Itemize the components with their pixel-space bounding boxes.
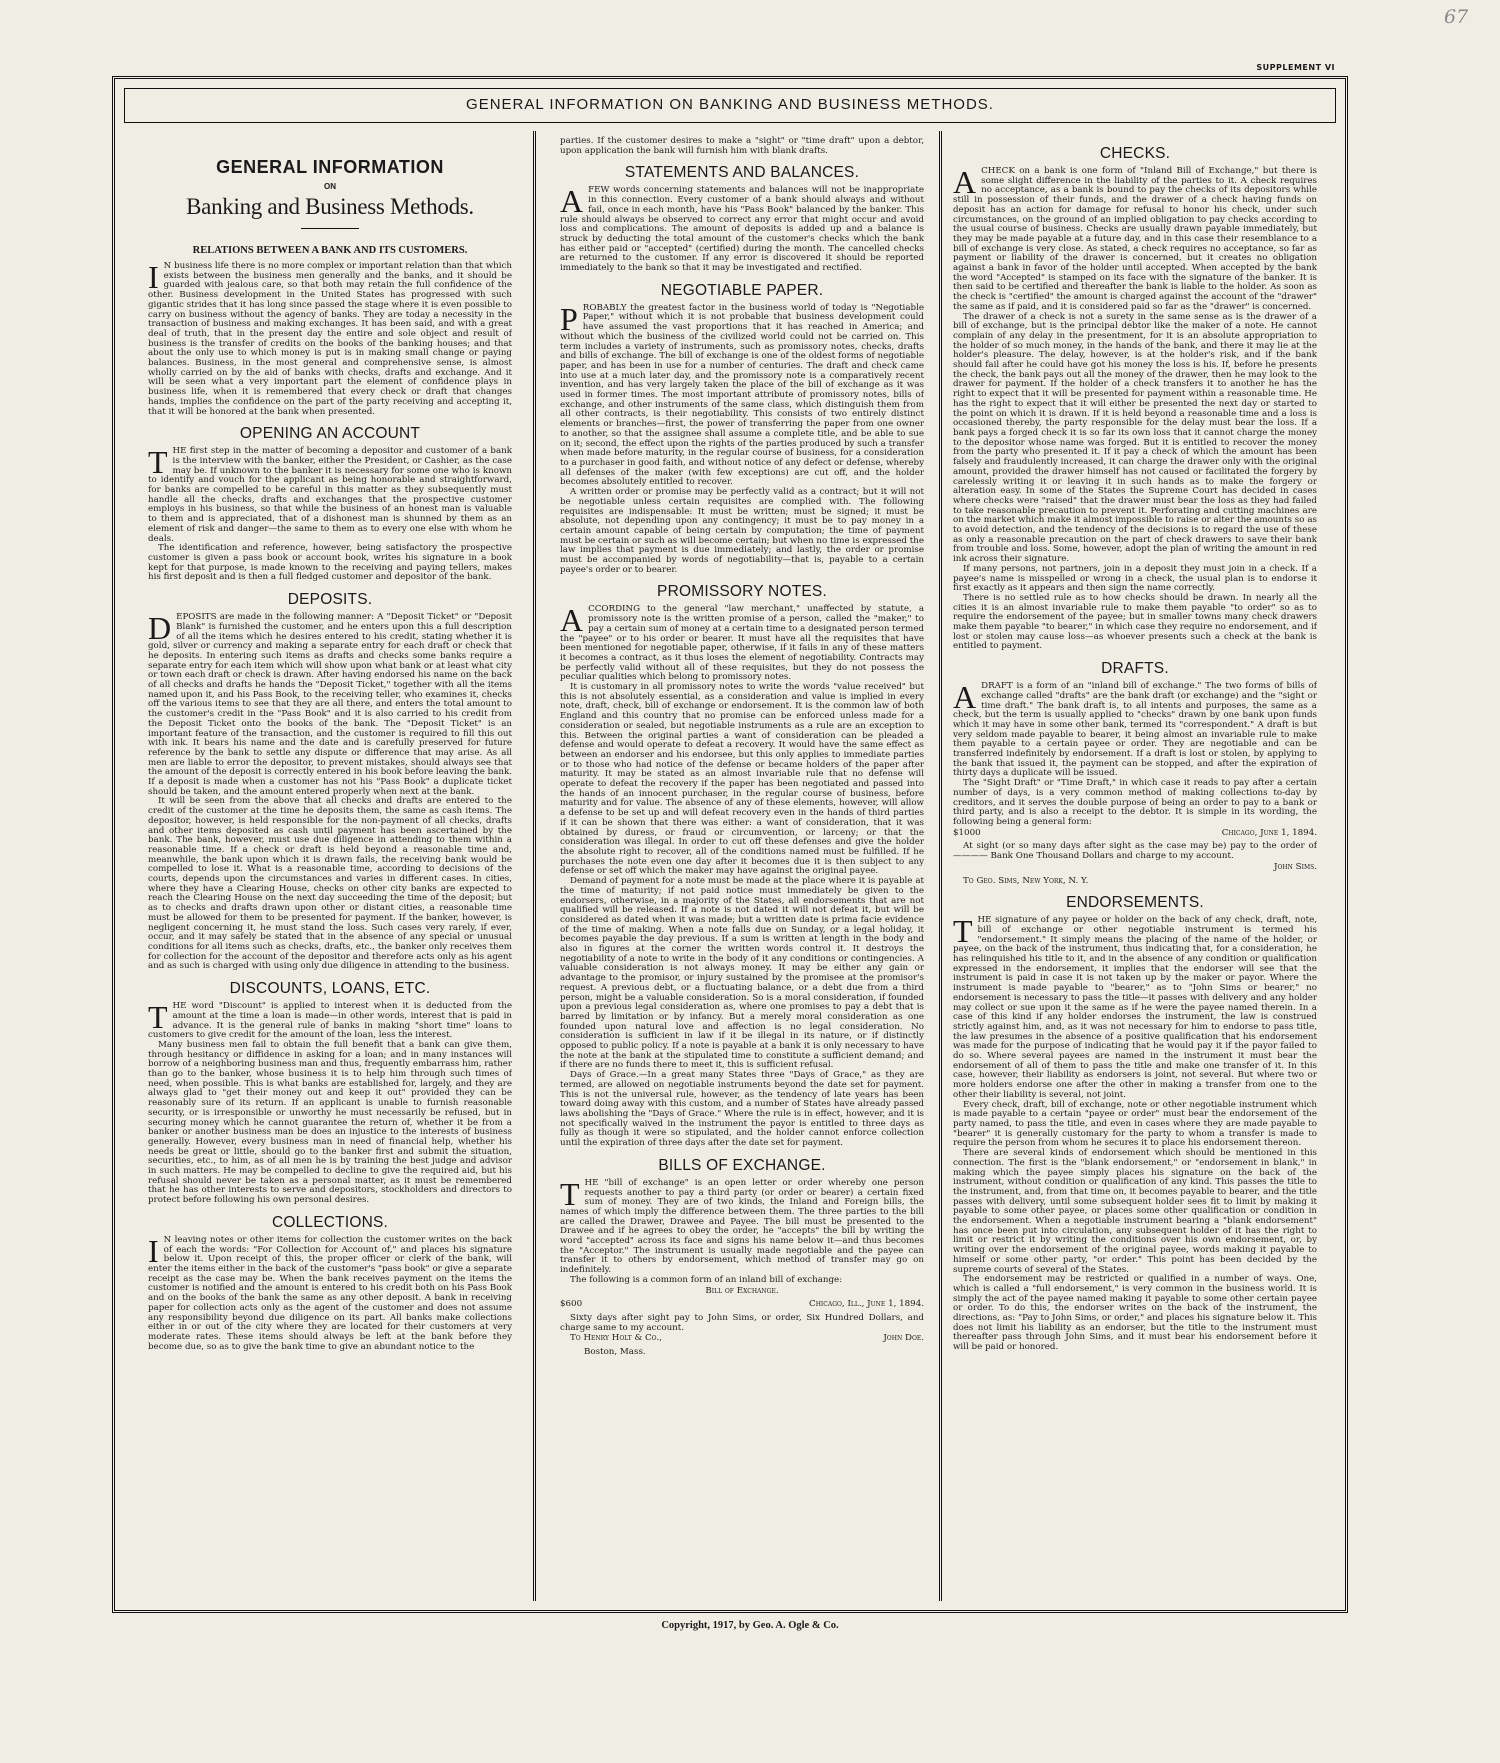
form-title: Bill of Exchange. <box>705 1285 779 1296</box>
section-promissory-notes <box>560 583 924 1148</box>
continued-text: parties. If the customer desires to make a "sight" or "time draft" upon a debtor, upon application the bank will furnish him with blank drafts. <box>560 136 924 156</box>
section-endorsements <box>953 894 1317 1353</box>
drop-cap: I <box>148 1232 159 1269</box>
section-body: There is no settled rule as to how checks should be drawn. In nearly all the cities it is an almost invariable rule to make them payable "to order" so as to require the endorsement of the payee; but in smaller towns many check drawers make them payable "to bearer," in which case they require no endorsement, and if lost or stolen may cause loss—as whoever presents such a check at the bank is entitled to payment. <box>953 592 1317 652</box>
section-body: THE signature of any payee or holder on the back of any check, draft, note, bill of exchange or other negotiable instrument is termed his "endorsement." It simply means the placing of the name of the holder, or payee, on the back of the instrument, thus indicating that, for a consideration, he has relinquished his title to it, and in the absence of any condition or qualification expressed in the endorsement, it implies that the endorser will see that the instrument is paid in case it is not taken up by the maker or payor. Where the instrument is made payable to "bearer," as to "John Sims or bearer," no endorsement is necessary to pass the title—it passes with delivery and any holder may collect or sue upon it the same as if he were the payee named therein. In a case of this kind if any holder endorses the instrument, the law is construed strictly against him, and, as it was not necessary for him to endorse to pass title, the law presumes in the absence of a positive qualification that his endorsement was made for the purpose of indicating that he would pay it if the payor failed to do so. Where several payees are named in the instrument it must bear the endorsement of all of them to pass the title and make one transfer of it. In this case, however, their liability as endorsers is joint, not several. But where two or more holders endorse one after the other in making a transfer from one to the other their liability is several, not joint. <box>953 913 1317 1100</box>
form-body: At sight (or so many days after sight as the case may be) pay to the order of ———— Bank One Thousand Dollars and charge to my account. <box>953 841 1317 862</box>
section-heading: DISCOUNTS, LOANS, ETC. <box>229 980 431 998</box>
column-divider <box>533 131 536 1601</box>
section-body: The endorsement may be restricted or qualified in a number of ways. One, which is called a "full endorsement," is very common in the business world. It is simply the act of the payee named making it payable to some other certain payee or order. To do this, the endorser writes on the back of the instrument, the directions, as: "Pay to John Sims, or order," and places his signature below it. This does not limit his liability as an endorser, but the title to the instrument must thereafter pass through John Sims, and it must bear his endorsement before it will be paid or honored. <box>953 1274 1317 1353</box>
section-body: I N leaving notes or other items for collection the customer writes on the back of each the words: "For Collection for Account of," and places his signature below it. Upon receipt of this, the proper officer or clerk of the bank, will enter the items either in the back of the customer's "pass book" or give a separate receipt as the case may be. When the bank receives payment on the items the customer is notified and the amount is entered to his credit both on his Pass Book and on the books of the bank the same as any other deposit. A bank in receiving paper for collection acts only as the agent of the customer and does not assume any responsibility beyond due diligence on its part. All banks make collections either in or out of the city where they are located for their customers at very moderate rates. These items should always be left at the bank before they become due, so as to give the bank time to give an abundant notice to the <box>148 1232 512 1352</box>
section-opening-account <box>148 425 512 583</box>
section-body: The identification and reference, however, being satisfactory the prospective customer is given a pass book or account book, writes his signature in a book kept for that purpose, is made known to the receiving and paying tellers, makes his first deposit and is then a full fledged customer and depositor of the bank. <box>148 543 512 583</box>
title-divider <box>301 228 359 229</box>
form-to: To Geo. Sims, New York, N. Y. <box>963 875 1089 886</box>
section-body: THE word "Discount" is applied to interest when it is deducted from the amount at the time a loan is made—in other words, interest that is paid in advance. It is the general rule of banks in making "short time" loans to customers to give credit for the amount of the loan, less the interest. <box>148 999 512 1041</box>
section-heading: COLLECTIONS. <box>271 1213 389 1231</box>
section-relations <box>148 245 512 417</box>
drop-cap: A <box>953 164 977 200</box>
section-collections <box>148 1214 512 1352</box>
section-heading: DRAFTS. <box>1101 660 1169 678</box>
drop-cap: T <box>560 1175 580 1212</box>
form-city: Boston, Mass. <box>584 1347 646 1358</box>
form-header <box>953 829 1317 839</box>
section-body: THE "bill of exchange" is an open letter or order whereby one person requests another to pay a third party (or order or bearer) a certain fixed sum of money. They are of two kinds, the Inland and Foreign bills, the names of which imply the difference between them. The three parties to the bill are called the Drawer, Drawee and Payee. The bill must be presented to the Drawee and if he agrees to obey the order, he "accepts" the bill by writing the word "accepted" across its face and signs his name below it—and thus becomes the "Acceptor." The instrument is usually made negotiable and the payee can transfer it to others by endorsement, which method of transfer may go on indefinitely. <box>560 1175 924 1276</box>
section-body: ADRAFT is a form of an "inland bill of exchange." The two forms of bills of exchange called "drafts" are the bank draft (or exchange) and the "sight or time draft." The bank draft is, to all intents and purposes, the same as a check, but the term is usually applied to "checks" drawn by one bank upon funds which it may have in some other bank, termed its "correspondent." A draft is but very seldom made payable to bearer, it being almost an invariable rule to make them payable to a certain payee or order. They are negotiable and can be transferred indefinitely by endorsement. If a draft is lost or stolen, by applying to the bank that issued it, the payment can be stopped, and after the expiration of thirty days a duplicate will be issued. <box>953 679 1317 779</box>
form-signer: John Doe. <box>883 1333 924 1344</box>
section-body: DEPOSITS are made in the following manner: A "Deposit Ticket" or "Deposit Blank" is furnished the customer, and he enters upon this a full description of all the items which he desires entered to his credit, stating whether it is gold, silver or currency and making a separate entry for each draft or check that he deposits. In entering such items as drafts and checks some banks require a separate entry for each item which will show upon what bank or at least what city or town each draft or check is drawn. After having endorsed his name on the back of all checks and drafts he hands the "Deposit Ticket," together with all the items named upon it, and his Pass Book, to the receiving teller, who examines it, checks off the various items to see that they are all there, and enters the total amount to the customer's credit in the "Pass Book" and it is also carried to his credit from the Deposit Ticket onto the books of the bank. The "Deposit Ticket" is an important feature of the transaction, and the customer is required to fill this out with ink. It bears his name and the date and is carefully preserved for future reference by the bank to settle any dispute or difference that may arise. As all men are liable to error the depositor, to prevent mistakes, should always see that the amount of the deposit is correctly entered in his book before leaving the bank. If a deposit is made when a customer has not his "Pass Book" a duplicate ticket should be taken, and the amount entered properly when next at the bank. <box>148 610 512 797</box>
section-body: A written order or promise may be perfectly valid as a contract; but it will not be negotiable unless certain requisites are complied with. The following requisites are indispensable: It must be written; must be signed; it must be absolute, not depending upon any contingency; it must be to pay money in a certain amount capable of being certain by computation; the time of payment must be certain or such as will become certain; but when no time is expressed the law implies that payment is due immediately; and lastly, the order or promise must be accompanied by words of negotiability—that is, payable to a certain payee's order or to bearer. <box>560 487 924 575</box>
drop-cap: T <box>148 444 168 481</box>
drop-cap: A <box>560 602 584 639</box>
form-body: Sixty days after sight pay to John Sims, or order, Six Hundred Dollars, and charge same to my account. <box>560 1312 924 1333</box>
supplement-label: SUPPLEMENT VI <box>1256 63 1335 72</box>
drop-cap: I <box>148 259 159 295</box>
drop-cap: A <box>560 183 584 220</box>
form-amount: $1000 <box>953 827 981 838</box>
section-drafts <box>953 660 1317 886</box>
section-body: The drawer of a check is not a surety in the same sense as is the drawer of a bill of exchange, but is the principal debtor like the maker of a note. He cannot complain of any delay in the presentment, for it is an absolute appropriation to the holder of so much money, in the hands of the bank, and there it may lie at the holder's pleasure. The delay, however, is at the holder's risk, and if the bank should fail after he could have got his money the loss is his. If, before he presents the check, the bank pays out all the money of the drawer, then he may look to the drawer for payment. If the holder of a check transfers it to another he has the right to expect that it will be presented for payment within a reasonable time. He has the right to expect that it will either be presented the next day or started to the point on which it is drawn. If it is held beyond a reasonable time and a loss is occasioned thereby, the party responsible for the delay must bear the loss. If a bank pays a forged check it is so far its own loss that it cannot charge the money to the depositor whose name was forged. But it is entitled to recover the money from the party who presented it. If it pay a check of which the amount has been falsely and fraudulently increased, it can charge the drawer only with the original amount, provided the drawer himself has not caused or facilitated the forgery by carelessly writing it or leaving it in such hands as to make the forgery or alteration easy. In some of the States the Supreme Court has decided in cases where checks were "raised" that the drawer must bear the loss as they had failed to take reasonable precaution to prevent it. Perforating and cutting machines are on the market which make it almost impossible to raise or alter the amounts so as to avoid detection, and the tendency of the decisions is to regard the use of these as only a reasonable precaution on the part of check drawers to save their bank from trouble and loss. Some, however, adopt the plan of writing the amount in red ink across their signature. <box>953 311 1317 565</box>
column-1 <box>148 131 512 1601</box>
page-title: Banking and Business Methods. <box>186 194 474 219</box>
section-body: The following is a common form of an inland bill of exchange: <box>570 1274 843 1285</box>
section-negotiable-paper <box>560 282 924 576</box>
section-body: It will be seen from the above that all checks and drafts are entered to the credit of the customer at the time he deposits them, the same as cash items. The depositor, however, is held responsible for the non-payment of all checks, drafts and other items deposited as cash until payment has been ascertained by the bank. The bank, however, must use due diligence in attending to them within a reasonable time. If a check or draft is held beyond a reasonable time and, meanwhile, the bank upon which it is drawn fails, the receiving bank would be compelled to lose it. What is a reasonable time, according to decisions of the courts, depends upon the circumstances and varies in different cases. In cities, where they have a Clearing House, checks on other city banks are expected to reach the Clearing House on the next day succeeding the time of the deposit; but as to checks and drafts drawn upon other or distant cities, a reasonable time must be allowed for them to be presented for payment. If the banker, however, is negligent concerning it, he must stand the loss. Such cases very rarely, if ever, occur, and it may safely be stated that in the absence of any special or unusual conditions for all items such as checks, drafts, etc., the banker only receives them for collection for the account of the depositor and therefore acts only as his agent and as such is charged with using only due diligence in attending to the business. <box>148 796 512 972</box>
section-heading: OPENING AN ACCOUNT <box>239 425 421 443</box>
drop-cap: A <box>953 679 977 716</box>
form-amount: $600 <box>560 1299 583 1310</box>
section-body: It is customary in all promissory notes to write the words "value received" but this is not absolutely essential, as a consideration and value is implied in every note, draft, check, bill of exchange or endorsement. It is the common law of both England and this country that no promise can be enforced unless made for a consideration or sealed, but negotiable instruments as a rule are an exception to this. Between the original parties a want of consideration can be pleaded a defense and would operate to defeat a recovery. It would have the same effect as between an endorser and his endorsee, but this only applies to immediate parties or to those who had notice of the defense or became holders of the paper after maturity. It may be stated as an almost invariable rule that no defense will operate to defeat the recovery if the paper has been negotiated and passed into the hands of an innocent purchaser, in the regular course of business, before maturity and for value. The absence of any of these elements, however, will allow a defense to be set up and will defeat recovery even in the hands of third parties if it can be shown that there was either: a want of consideration, that it was obtained by duress, or fraud or circumvention, or larceny; or that the consideration was illegal. In order to cut off these defenses and give the holder the absolute right to recover, all of the conditions named must be fulfilled. If he purchases the note even one day after it becomes due it is then subject to any defense or set off which the maker may have against the original payee. <box>560 682 924 877</box>
section-heading: DEPOSITS. <box>287 591 373 609</box>
section-heading: ENDORSEMENTS. <box>1066 894 1204 912</box>
column-2 <box>560 131 924 1601</box>
drop-cap: T <box>953 913 973 950</box>
form-signer: John Sims. <box>1274 861 1317 872</box>
section-statements <box>560 164 924 273</box>
section-body: If many persons, not partners, join in a deposit they must join in a check. If a payee's name is misspelled or wrong in a check, the usual plan is to endorse it first exactly as it appears and then sign the name correctly. <box>953 563 1317 594</box>
page-banner: GENERAL INFORMATION ON BANKING AND BUSINESS METHODS. <box>124 88 1336 123</box>
section-body: ACCORDING to the general "law merchant," unaffected by statute, a promissory note is the written promise of a person, called the "maker," to pay a certain sum of money at a certain time to a designated person termed the "payee" or to his order or bearer. It must have all the requisites that have been mentioned for negotiable paper, otherwise, if it fails in any of these matters it becomes a contract, as it thus loses the element of negotiability. Contracts may be perfectly valid without all of these requisites, but they do not possess the peculiar qualities which belong to promissory notes. <box>560 602 924 683</box>
column-divider <box>939 131 942 1601</box>
form-header <box>560 1300 924 1310</box>
section-heading: RELATIONS BETWEEN A BANK AND ITS CUSTOMERS. <box>192 245 468 256</box>
title-on: ON <box>324 182 336 191</box>
drop-cap: D <box>148 610 172 647</box>
copyright-notice: Copyright, 1917, by Geo. A. Ogle & Co. <box>661 1620 839 1631</box>
form-to: To Henry Holt & Co., <box>570 1333 663 1344</box>
section-heading: BILLS OF EXCHANGE. <box>658 1156 826 1174</box>
column-3 <box>953 131 1317 1601</box>
section-body: Every check, draft, bill of exchange, note or other negotiable instrument which is made payable to a certain "payee or order" must bear the endorsement of the party named, to pass the title, and even in cases where they are made payable to "bearer" it is generally customary for the party to whom a transfer is made to require the person from whom he secures it to place his endorsement thereon. <box>953 1099 1317 1149</box>
section-body: THE first step in the matter of becoming a depositor and customer of a bank is the interview with the banker, either the President, or Cashier, as the case may be. If unknown to the banker it is necessary for some one who is known to identify and vouch for the applicant as being honorable and straightforward, for banks are compelled to be careful in this matter as they subsequently must handle all the checks, drafts and exchanges that the prospective customer employs in his business, so that while the business of an honest man is valuable to them and is appreciated, that of a dishonest man is shunned by them as an element of risk and danger—the same to them as to every one else with whom he deals. <box>148 444 512 544</box>
section-deposits <box>148 591 512 972</box>
drop-cap: T <box>148 999 168 1036</box>
section-checks <box>953 145 1317 652</box>
section-heading: STATEMENTS AND BALANCES. <box>624 164 860 182</box>
section-body: I N business life there is no more complex or important relation than that which exists between the business men generally and the banks, and it should be guarded with jealous care, so that both may retain the full confidence of the other. Business development in the United States has progressed with such gigantic strides that it has long since passed the stage where it is even possible to carry on business without the agency of banks. They are today a necessity in the transaction of business and making exchanges. It has been said, and with a great deal of truth, that in the present day the entire and sole object and result of business is the transfer of credits on the books of the banking houses; and that about the only use to which money is put is in making small change or paying balances. Business, in the most general and comprehensive sense, is almost wholly carried on by the aid of banks with checks, drafts and exchange. And it will be seen what a very important part the element of confidence plays in business life, when it is remembered that every check or draft that changes hands, implies the confidence on the part of the party receiving and accepting it, that it will be honored at the bank when presented. <box>148 259 512 417</box>
section-bills-of-exchange <box>560 1157 924 1358</box>
section-body: Days of Grace.—In a great many States three "Days of Grace," as they are termed, are allowed on negotiable instruments beyond the date set for payment. This is not the universal rule, however, as the tendency of late years has been toward doing away with this custom, and a number of States have already passed laws abolishing the "Days of Grace." Where the rule is in effect, however, and it is not specifically waived in the instrument the payor is entitled to three days as fully as though it were so stipulated, and the holder cannot enforce collection until the expiration of three days after the date set for payment. <box>560 1070 924 1149</box>
section-body: AFEW words concerning statements and balances will not be inappropriate in this connection. Every customer of a bank should always and without fail, once in each month, have his "Pass Book" balanced by the banker. This rule should always be observed to correct any error that might occur and avoid loss and complications. The amount of deposits is added up and a balance is struck by deducting the total amount of the customer's checks which the bank has either paid or "accepted" (certified) during the month. The cancelled checks are returned to the customer. If any error is discovered it should be reported immediately to the bank so that it may be investigated and rectified. <box>560 183 924 274</box>
title-small: GENERAL INFORMATION <box>216 157 444 177</box>
form-place-date: Chicago, June 1, 1894. <box>1221 827 1317 838</box>
section-body: PROBABLY the greatest factor in the business world of today is "Negotiable Paper," without which it is not probable that business development could have assumed the vast proportions that it has reached in America; and without which the business of the civilized world could not be carried on. This term includes a variety of instruments, such as promissory notes, checks, drafts and bills of exchange. The bill of exchange is one of the oldest forms of negotiable paper, and has been in use for a number of centuries. The draft and check came into use at a much later day, and the promissory note is a comparatively recent invention, and has very largely taken the place of the bill of exchange as it was used in former times. The most important attribute of promissory notes, bills of exchange, and other instruments of the same class, which distinguish them from all other contracts, is their negotiability. This consists of two entirely distinct elements or branches—first, the power of transferring the paper from one owner to another, so that the assignee shall assume a complete title, and be able to sue on it; second, the effect upon the rights of the parties produced by such a transfer when made before maturity, in the regular course of business, for a consideration to a purchaser in good faith, and without notice of any defect or defense, whereby all defenses of the maker (with few exceptions) are cut off, and the holder becomes absolutely entitled to recover. <box>560 300 924 488</box>
form-place-date: Chicago, Ill., June 1, 1894. <box>809 1299 924 1310</box>
section-heading: PROMISSORY NOTES. <box>657 583 827 601</box>
page-number: 67 <box>1444 6 1469 28</box>
section-heading: NEGOTIABLE PAPER. <box>660 281 824 299</box>
drop-cap: P <box>560 300 578 337</box>
section-body: Demand of payment for a note must be made at the place where it is payable at the time of maturity; if not paid notice must immediately be given to the endorsers, otherwise, in a majority of the States, all endorsements that are not qualified will be released. If a note is not dated it will not defeat it, but will be considered as dated when it was made; but a written date is prima facie evidence of the time of making. When a note falls due on Sunday, or a legal holiday, it becomes payable the day previous. If a sum is written at length in the body and also in figures at the corner the written words control it. It destroys the negotiability of a note to write in the body of it any conditions or contingencies. A valuable consideration is not always money. It may be either any gain or advantage to the promisor, or injury sustained by the promisee at the promisor's request. A previous debt, or a fluctuating balance, or a debt due from a third person, might be a valuable consideration. So is a moral consideration, if founded upon a previous legal consideration as, where one promises to pay a debt that is barred by limitation or by infancy. But a merely moral consideration as one founded upon natural love and affection is no legal consideration. No consideration is sufficient in law if it be illegal in its nature, or if distinctly opposed to public policy. If a note is payable at a bank it is only necessary to have the note at the bank at the stipulated time to constitute a sufficient demand; and if there are no funds there to meet it, this is sufficient refusal. <box>560 876 924 1071</box>
form-footer <box>560 1334 924 1344</box>
section-body: ACHECK on a bank is one form of "Inland Bill of Exchange," but there is some slight difference in the liability of the parties to it. A check requires no acceptance, as a bank is bound to pay the checks of its depositors while still in possession of their funds, and the drawer of a check having funds on deposit has an action for damage for refusal to honor his check, under such circumstances, on the ground of an implied obligation to pay checks according to the usual course of business. Checks are usually drawn payable immediately, but they may be made payable at a future day, and in this case their resemblance to a bill of exchange is very close. As stated, a check requires no acceptance, so far as payment or liability of the drawer is concerned, but it creates no obligation against a bank in favor of the holder until accepted. When accepted by the bank the word "Accepted" is stamped on its face with the signature of the banker. It is then said to be certified and thereafter the bank is liable to the holder. As soon as the check is "certified" the amount is charged against the account of the "drawer" the same as if paid, and it is considered paid so far as the "drawer" is concerned. <box>953 164 1317 312</box>
section-body: Many business men fail to obtain the full benefit that a bank can give them, through hesitancy or diffidence in asking for a loan; and in many instances will borrow of a neighboring business man and thus, frequently embarrass him, rather than go to the banker, whose business it is to help him through such times of need, when possible. This is what banks are established for, largely, and they are always glad to "get their money out and keep it out" provided they can be reasonably sure of its return. If an applicant is unable to furnish reasonable security, or is irresponsible or unworthy he must necessarily be refused, but in securing money which he cannot guarantee the return of, whether it be from a banker or another business man be does an injustice to the interests of business generally. However, every business man in need of financial help, whether his needs be great or little, should go to the banker first and submit the situation, securities, etc., to him, as of all men he is by training the best judge and advisor in such matters. He may be compelled to decline to give the required aid, but his refusal should never be taken as a personal matter, as it must be remembered that he has other interests to serve and depositors, stockholders and directors to protect before following his own personal desires. <box>148 1039 512 1206</box>
section-heading: CHECKS. <box>1099 145 1171 162</box>
section-body: The "Sight Draft" or "Time Draft," in which case it reads to pay after a certain number of days, is a very common method of making collections to-day by creditors, and it serves the double purpose of being an order to pay to a bank or third party, and is also a receipt to the debtor. It is simple in its wording, the following being a general form: <box>953 778 1317 827</box>
section-body: There are several kinds of endorsement which should be mentioned in this connection. The first is the "blank endorsement," or "endorsement in blank," in making which the payee simply places his signature on the back of the instrument, without condition or qualification of any kind. This passes the title to the instrument, and, from that time on, it becomes payable to bearer, and the title passes with delivery, until some subsequent holder sees fit to limit by making it payable to some other payee, or places some other qualification or condition in the endorsement. When a negotiable instrument bearing a "blank endorsement" has once been put into circulation, any subsequent holder of it has the right to limit or restrict it by writing the conditions over his own endorsement, or, by writing over the endorsement of the original payee, words making it payable to himself or some other party, "or order." This point has been decided by the supreme courts of several of the States. <box>953 1148 1317 1275</box>
section-discounts <box>148 980 512 1206</box>
